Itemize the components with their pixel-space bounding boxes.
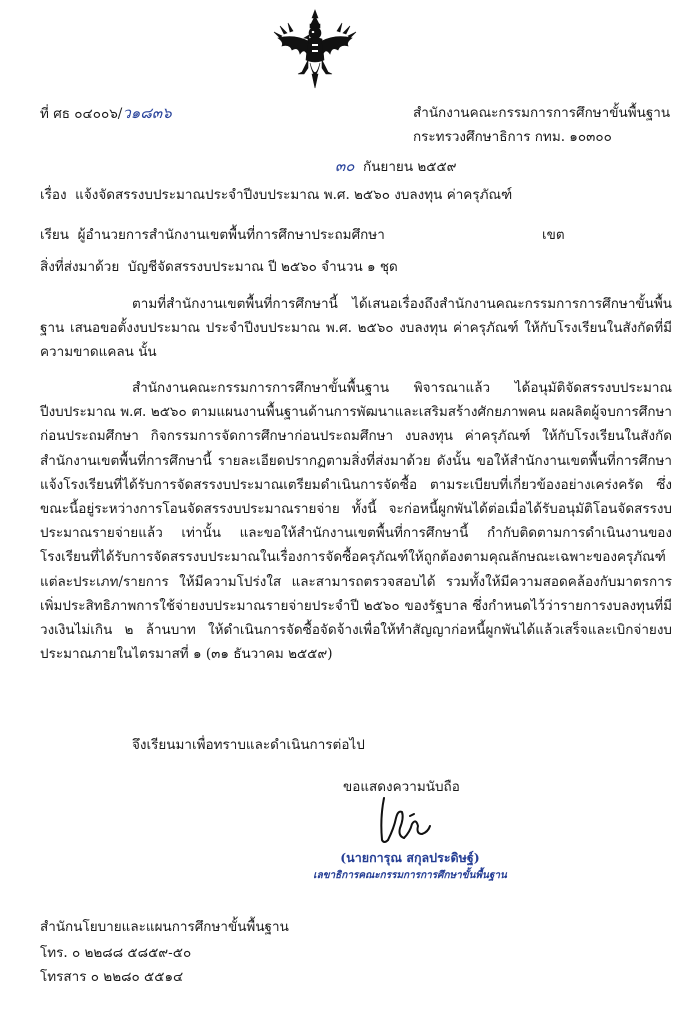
reference-prefix: ที่ ศธ ๐๔๐๐๖/ — [40, 106, 123, 122]
enclosure-text: บัญชีจัดสรรงบประมาณ ปี ๒๕๖๐ จำนวน ๑ ชุด — [127, 259, 398, 275]
enclosure-label: สิ่งที่ส่งมาด้วย — [40, 259, 120, 275]
footer-department: สำนักนโยบายและแผนการศึกษาขั้นพื้นฐาน — [40, 919, 289, 935]
signer-name: (นายการุณ สกุลประดิษฐ์) — [340, 850, 480, 865]
subject-text: แจ้งจัดสรรงบประมาณประจำปีงบประมาณ พ.ศ. ๒๕๖๐ งบลงทุน ค่าครุภัณฑ์ — [75, 187, 513, 203]
footer-fax: โทรสาร ๐ ๒๒๘๐ ๕๕๑๔ — [40, 969, 184, 985]
body-paragraph-2: สำนักงานคณะกรรมการการศึกษาขั้นพื้นฐาน พิจารณาแล้ว ได้อนุมัติจัดสรรงบประมาณปีงบประมาณ พ.ศ. ๒๕๖๐ ตามแผนงานพื้นฐานด้านการพัฒนาและเสริมสร้างศักยภาพคน ผลผลิตผู้จบการศึกษาก่อนประถมศึกษา กิจกรรมการจัดการศึกษาก่อนประถมศึกษา งบลงทุน ค่าครุภัณฑ์ ให้กับโรงเรียนในสังกัดสำนักงานเขตพื้นที่การศึกษานี้ รายละเอียดปรากฏตามสิ่งที่ส่งมาด้วย ดังนั้น ขอให้สำนักงานเขตพื้นที่การศึกษา แจ้งโรงเรียนที่ได้รับการจัดสรรงบประมาณเตรียมดำเนินการจัดซื้อ ตามระเบียบที่เกี่ยวข้องอย่างเคร่งครัด ซึ่งขณะนี้อยู่ระหว่างการโอนจัดสรรงบประมาณรายจ่าย ทั้งนี้ จะก่อหนี้ผูกพันได้ต่อเมื่อได้รับอนุมัติโอนจัดสรรงบประมาณรายจ่ายแล้ว เท่านั้น และขอให้สำนักงานเขตพื้นที่การศึกษานี้ กำกับติดตามการดำเนินงานของโรงเรียนที่ได้รับการจัดสรรงบประมาณในเรื่องการจัดซื้อครุภัณฑ์ให้ถูกต้องตามคุณลักษณะเฉพาะของครุภัณฑ์แต่ละประเภท/รายการ ให้มีความโปร่งใส และสามารถตรวจสอบได้ รวมทั้งให้มีความสอดคล้องกับมาตรการเพิ่มประสิทธิภาพการใช้จ่ายงบประมาณรายจ่ายประจำปี ๒๕๖๐ ของรัฐบาล ซึ่งกำหนดไว้ว่ารายการงบลงทุนที่มีวงเงินไม่เกิน ๒ ล้านบาท ให้ดำเนินการจัดซื้อจัดจ้างเพื่อให้ทำสัญญาก่อหนี้ผูกพันได้แล้วเสร็จและเบิกจ่ายงบประมาณภายในไตรมาสที่ ๑ (๓๑ ธันวาคม ๒๕๕๙) — [40, 380, 672, 663]
recipient-line — [40, 226, 385, 244]
recipient-suffix: เขต — [542, 227, 565, 243]
handwritten-signature — [370, 788, 440, 848]
date-day-handwritten: ๓๐ — [335, 157, 355, 175]
subject-label: เรื่อง — [40, 187, 67, 203]
closing-line: จึงเรียนมาเพื่อทราบและดำเนินการต่อไป — [132, 737, 365, 753]
office-line-1: สำนักงานคณะกรรมการการศึกษาขั้นพื้นฐาน — [413, 105, 671, 121]
body-paragraph-1: ตามที่สำนักงานเขตพื้นที่การศึกษานี้ ได้เสนอเรื่องถึงสำนักงานคณะกรรมการการศึกษาขั้นพื้นฐาน เสนอขอตั้งงบประมาณ ประจำปีงบประมาณ พ.ศ. ๒๕๖๐ งบลงทุน ค่าครุภัณฑ์ ให้กับโรงเรียนในสังกัดที่มีความขาดแคลน นั้น — [40, 296, 672, 361]
subject-line — [40, 186, 512, 204]
enclosure-line — [40, 258, 398, 276]
office-line-2: กระทรวงศึกษาธิการ กทม. ๑๐๓๐๐ — [413, 129, 612, 145]
salutation: ขอแสดงความนับถือ — [343, 779, 460, 795]
reference-number — [40, 104, 172, 123]
garuda-emblem-icon — [272, 8, 358, 90]
footer-phone: โทร. ๐ ๒๒๘๘ ๕๘๕๙-๕๐ — [40, 945, 192, 961]
date-month-year: กันยายน ๒๕๕๙ — [363, 159, 457, 175]
letter-date — [335, 157, 457, 176]
recipient-text: ผู้อำนวยการสำนักงานเขตพื้นที่การศึกษาประถมศึกษา — [77, 227, 385, 243]
recipient-label: เรียน — [40, 227, 70, 243]
reference-handwritten: ว๑๘๓๖ — [122, 104, 172, 122]
signer-title: เลขาธิการคณะกรรมการการศึกษาขั้นพื้นฐาน — [313, 870, 507, 881]
